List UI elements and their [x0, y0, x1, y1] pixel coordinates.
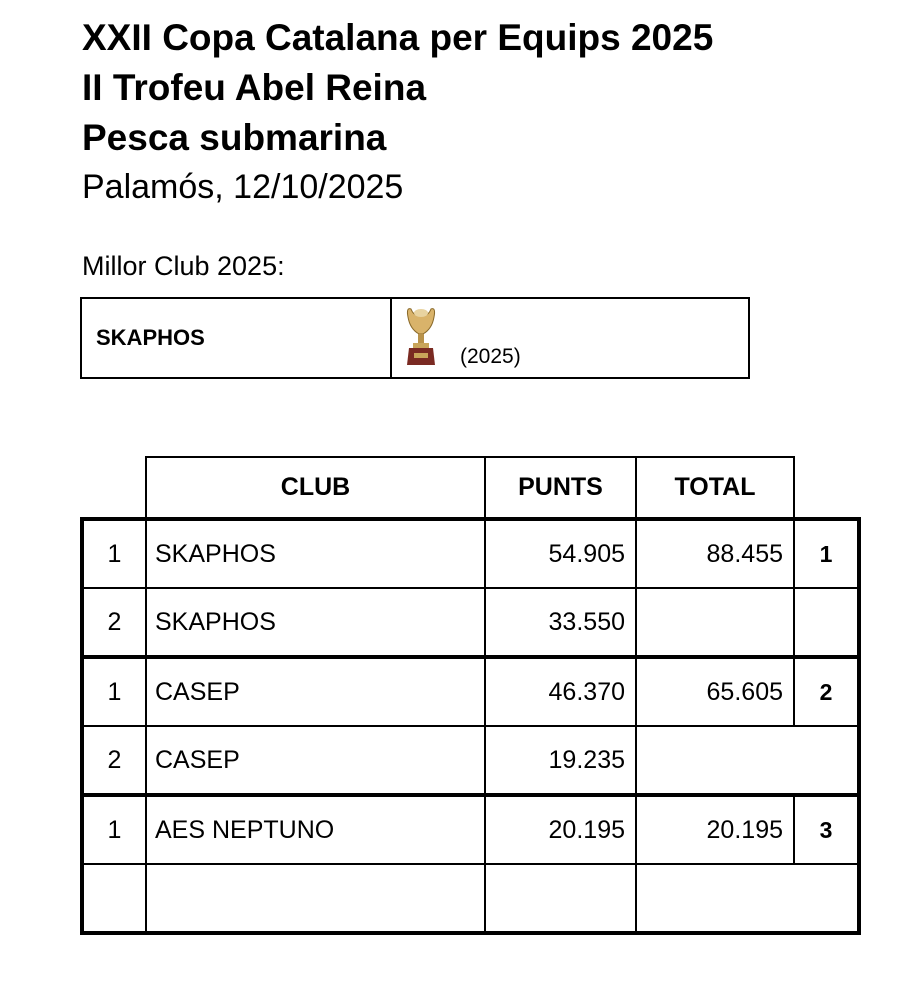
column-header-total: TOTAL	[636, 457, 794, 519]
club-cell: SKAPHOS	[146, 519, 485, 588]
club-cell: CASEP	[146, 726, 485, 795]
table-row	[82, 657, 859, 726]
position-cell	[82, 864, 146, 933]
column-header-club: CLUB	[146, 457, 485, 519]
table-row	[82, 795, 859, 864]
title-line-1: XXII Copa Catalana per Equips 2025	[82, 17, 714, 58]
club-cell	[146, 864, 485, 933]
points-cell: 33.550	[485, 588, 636, 657]
rank-cell: 1	[794, 519, 859, 588]
best-club-year: (2025)	[460, 345, 521, 368]
table-row	[82, 726, 859, 795]
table-row	[82, 588, 859, 657]
title-line-2: II Trofeu Abel Reina	[82, 67, 427, 108]
total-cell: 88.455	[636, 519, 794, 588]
position-cell: 2	[82, 588, 146, 657]
column-header-points: PUNTS	[485, 457, 636, 519]
points-cell: 46.370	[485, 657, 636, 726]
best-club-name: SKAPHOS	[82, 299, 392, 377]
best-club-box	[80, 297, 750, 379]
position-cell: 1	[82, 519, 146, 588]
results-table	[80, 456, 861, 935]
total-cell: 20.195	[636, 795, 794, 864]
club-cell: CASEP	[146, 657, 485, 726]
best-club-label: Millor Club 2025:	[82, 251, 285, 281]
title-line-3: Pesca submarina	[82, 117, 387, 158]
points-cell: 54.905	[485, 519, 636, 588]
rank-cell: 2	[794, 657, 859, 726]
points-cell: 20.195	[485, 795, 636, 864]
position-cell: 2	[82, 726, 146, 795]
points-cell: 19.235	[485, 726, 636, 795]
trophy-icon	[404, 307, 438, 367]
table-row	[82, 864, 859, 933]
location-date: Palamós, 12/10/2025	[82, 168, 404, 206]
club-cell: SKAPHOS	[146, 588, 485, 657]
position-cell: 1	[82, 657, 146, 726]
points-cell	[485, 864, 636, 933]
position-cell: 1	[82, 795, 146, 864]
total-cell: 65.605	[636, 657, 794, 726]
rank-cell: 3	[794, 795, 859, 864]
club-cell: AES NEPTUNO	[146, 795, 485, 864]
table-row	[82, 519, 859, 588]
best-club-trophy-cell	[392, 299, 748, 377]
header-row	[82, 457, 859, 519]
